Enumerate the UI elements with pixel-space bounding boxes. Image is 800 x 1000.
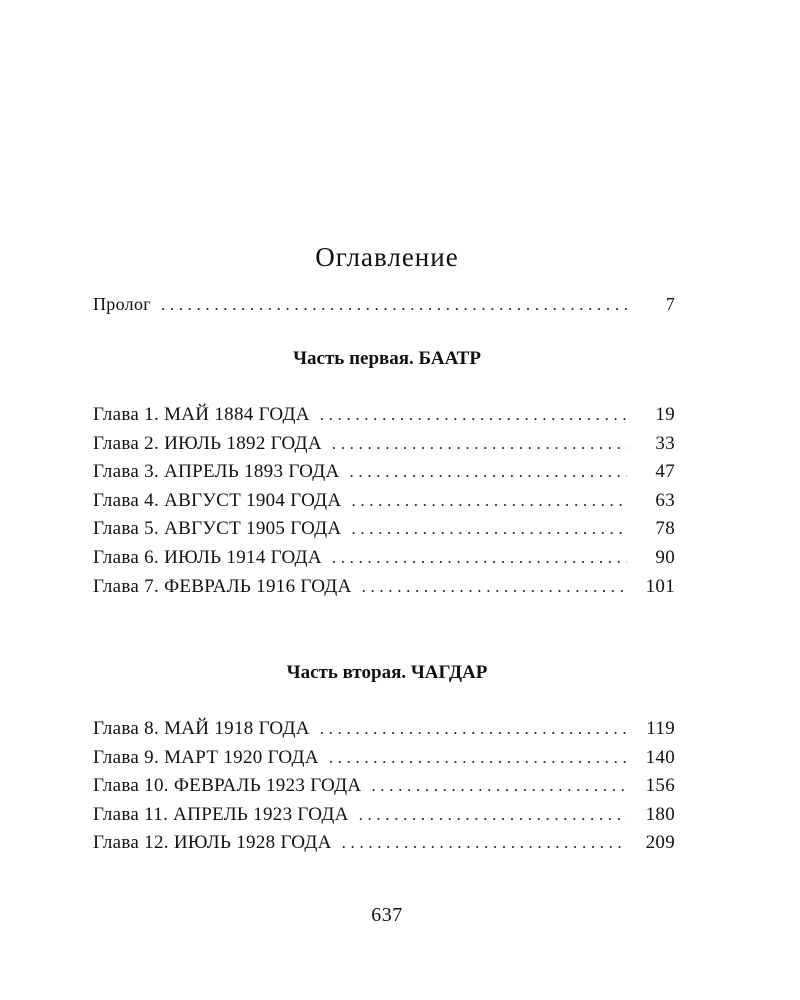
- entry-label: Глава 12. ИЮЛЬ 1928 ГОДА: [93, 832, 332, 854]
- entry-label: Глава 10. ФЕВРАЛЬ 1923 ГОДА: [93, 775, 362, 797]
- toc-entry-chapter-6: [93, 547, 675, 576]
- entry-page: 119: [646, 718, 675, 739]
- entry-page: 63: [655, 489, 675, 511]
- entry-label: Глава 9. МАРТ 1920 ГОДА: [93, 746, 319, 768]
- dot-leader: [161, 295, 627, 315]
- entry-label: Глава 3. АПРЕЛЬ 1893 ГОДА: [93, 461, 340, 483]
- part-one-heading: Часть первая. БААТР: [293, 348, 481, 369]
- entry-label: Глава 5. АВГУСТ 1905 ГОДА: [93, 518, 342, 540]
- entry-label: Глава 11. АПРЕЛЬ 1923 ГОДА: [93, 803, 349, 825]
- entry-page: 209: [645, 832, 675, 854]
- dot-leader: [329, 748, 627, 768]
- entry-page: 78: [655, 518, 675, 540]
- dot-leader: [371, 776, 627, 796]
- part-one-chapter-list: [93, 404, 675, 604]
- entry-label: Глава 2. ИЮЛЬ 1892 ГОДА: [93, 432, 322, 454]
- toc-entry-chapter-12: [93, 832, 675, 861]
- dot-leader: [362, 577, 627, 597]
- dot-leader: [332, 434, 627, 454]
- entry-label: Глава 1. МАЙ 1884 ГОДА: [93, 404, 310, 425]
- entry-page: 19: [655, 404, 675, 425]
- entry-page: 156: [645, 775, 675, 797]
- dot-leader: [342, 833, 627, 853]
- part-two-chapter-list: [93, 718, 675, 861]
- toc-entry-chapter-9: [93, 747, 675, 776]
- part-two-heading: Часть вторая. ЧАГДАР: [286, 662, 488, 683]
- entry-page: 180: [645, 803, 675, 825]
- dot-leader: [320, 405, 627, 425]
- dot-leader: [359, 805, 627, 825]
- toc-entry-chapter-4: [93, 490, 675, 519]
- toc-title: Оглавление: [315, 242, 459, 273]
- entry-label: Глава 4. АВГУСТ 1904 ГОДА: [93, 489, 342, 511]
- toc-entry-chapter-1: [93, 404, 675, 433]
- toc-entry-chapter-5: [93, 518, 675, 547]
- dot-leader: [320, 719, 627, 739]
- toc-entry-chapter-10: [93, 775, 675, 804]
- entry-label: Глава 7. ФЕВРАЛЬ 1916 ГОДА: [93, 575, 352, 597]
- entry-label: Глава 6. ИЮЛЬ 1914 ГОДА: [93, 546, 322, 568]
- toc-entry-chapter-8: [93, 718, 675, 747]
- entry-label: Глава 8. МАЙ 1918 ГОДА: [93, 718, 310, 739]
- page-number: 637: [371, 904, 403, 926]
- entry-page: 140: [645, 746, 675, 768]
- entry-page: 101: [645, 575, 675, 597]
- toc-entry-chapter-3: [93, 461, 675, 490]
- toc-row: [93, 294, 675, 323]
- entry-page: 7: [665, 294, 675, 314]
- toc-entry-prologue: [93, 294, 675, 323]
- entry-page: 90: [655, 546, 675, 568]
- entry-page: 47: [655, 461, 675, 483]
- dot-leader: [351, 491, 627, 511]
- entry-page: 33: [655, 432, 675, 454]
- dot-leader: [351, 519, 627, 539]
- toc-entry-chapter-2: [93, 433, 675, 462]
- entry-label: Пролог: [93, 294, 151, 314]
- dot-leader: [332, 548, 627, 568]
- toc-entry-chapter-7: [93, 576, 675, 605]
- dot-leader: [350, 462, 627, 482]
- toc-entry-chapter-11: [93, 804, 675, 833]
